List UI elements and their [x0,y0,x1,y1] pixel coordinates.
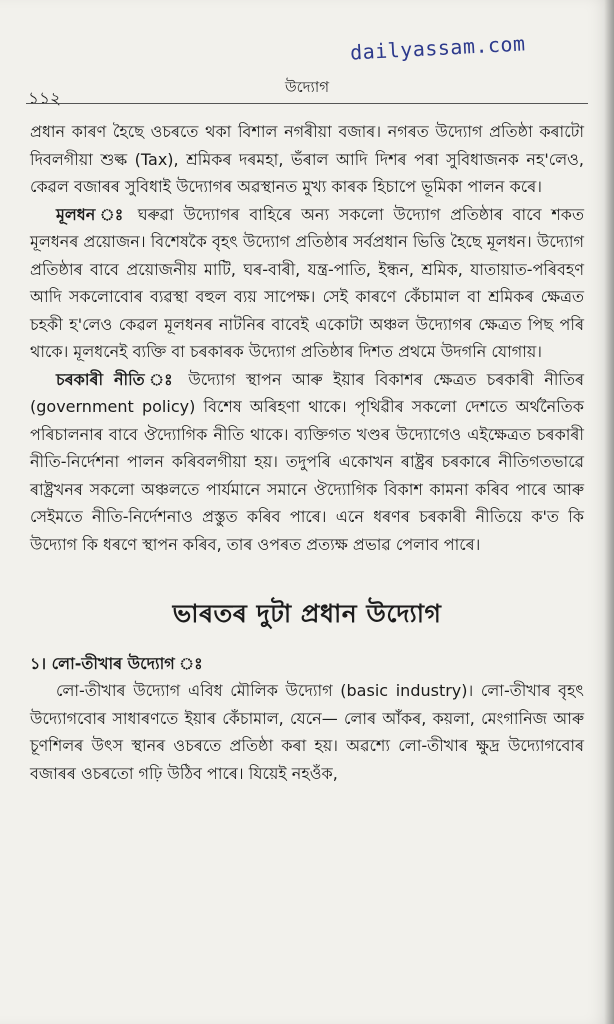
page-edge-shadow [604,0,614,1024]
paragraph-iron-steel: লো-তীখাৰ উদ্যোগ এবিধ মৌলিক উদ্যোগ (basic industry)। লো-তীখাৰ বৃহৎ উদ্যোগবোৰ সাধাৰণতে ইয়াৰ কেঁচামাল, যেনে— লোৰ আঁকৰ, কয়লা, মেংগানিজ আৰু চূণশিলৰ উৎস স্থানৰ ওচৰতে প্ৰতিষ্ঠা কৰা হয়। অৱশ্যে লো-তীখাৰ ক্ষুদ্ৰ উদ্যোগবোৰ বজাৰৰ ওচৰতো গঢ়ি উঠিব পাৰে। যিয়েই নহওঁক, [30,681,584,783]
paragraph-market: প্ৰধান কাৰণ হৈছে ওচৰতে থকা বিশাল নগৰীয়া বজাৰ। নগৰত উদ্যোগ প্ৰতিষ্ঠা কৰাটো দিবলগীয়া শুল্ক (Tax), শ্ৰমিকৰ দৰমহা, ভঁৰাল আদি দিশৰ পৰা সুবিধাজনক নহ'লেও, কেৱল বজাৰৰ সুবিধাই উদ্যোগৰ অৱস্থানত মুখ্য কাৰক হিচাপে ভূমিকা পালন কৰে। [30,122,584,196]
term-policy: চৰকাৰী নীতি ঃ [56,369,178,389]
section-title: ভাৰতৰ দুটা প্ৰধান উদ্যোগ [172,599,442,628]
page-number: ১১২ [28,89,62,109]
paragraph-policy [30,366,584,559]
term-capital: মূলধন ঃ [56,204,128,224]
subheading-iron-steel: ১। লো-তীখাৰ উদ্যোগ ঃ [30,653,203,673]
running-title: উদ্যোগ [284,78,330,96]
watermark: dailyassam.com [349,31,527,65]
body-text [30,118,584,787]
paragraph-policy-text: উদ্যোগ স্থাপন আৰু ইয়াৰ বিকাশৰ ক্ষেত্ৰত চৰকাৰী নীতিৰ (government policy) বিশেষ অৰিহণা থাকে। পৃথিৱীৰ সকলো দেশতে অৰ্থনৈতিক পৰিচালনাৰ বাবে ঔদ্যোগিক নীতি থাকে। ব্যক্তিগত খণ্ডৰ উদ্যোগেও এইক্ষেত্ৰত চৰকাৰী নীতি-নিৰ্দেশনা পালন কৰিবলগীয়া হয়। তদুপৰি একোখন ৰাষ্ট্ৰৰ চৰকাৰে নীতিগতভাৱে ৰাষ্ট্ৰখনৰ সকলো অঞ্চলতে পাৰ্যমানে সমানে ঔদ্যোগিক বিকাশ কামনা কৰিব পাৰে আৰু সেইমতে নীতি-নিৰ্দেশনাও প্ৰস্তুত কৰিব পাৰে। এনে ধৰণৰ চৰকাৰী নীতিয়ে ক'ত কি উদ্যোগ কি ধৰণে স্থাপন কৰিব, তাৰ ওপৰত প্ৰত্যক্ষ প্ৰভাৱ পেলাব পাৰে। [30,369,584,554]
header-rule [26,103,588,104]
paragraph-capital-text: ঘৰুৱা উদ্যোগৰ বাহিৰে অন্য সকলো উদ্যোগ প্ৰতিষ্ঠাৰ বাবে শকত মূলধনৰ প্ৰয়োজন। বিশেষকৈ বৃহৎ উদ্যোগ প্ৰতিষ্ঠাৰ সৰ্বপ্ৰধান ভিত্তি হৈছে মূলধন। উদ্যোগ প্ৰতিষ্ঠাৰ বাবে প্ৰয়োজনীয় মাটি, ঘৰ-বাৰী, যন্ত্ৰ-পাতি, ইন্ধন, শ্ৰমিক, যাতায়াত-পৰিবহণ আদি সকলোবোৰ ব্যৱস্থা বহুল ব্যয় সাপেক্ষ। সেই কাৰণে কেঁচামাল বা শ্ৰমিকৰ ক্ষেত্ৰত চহকী হ'লেও কেৱল মূলধনৰ নাটনিৰ বাবেই একোটা অঞ্চল উদ্যোগৰ ক্ষেত্ৰত পিছ পৰি থাকে। মূলধনেই ব্যক্তি বা চৰকাৰক উদ্যোগ প্ৰতিষ্ঠাৰ দিশত প্ৰথমে উদগনি যোগায়। [30,204,584,361]
paragraph-capital [30,201,584,366]
